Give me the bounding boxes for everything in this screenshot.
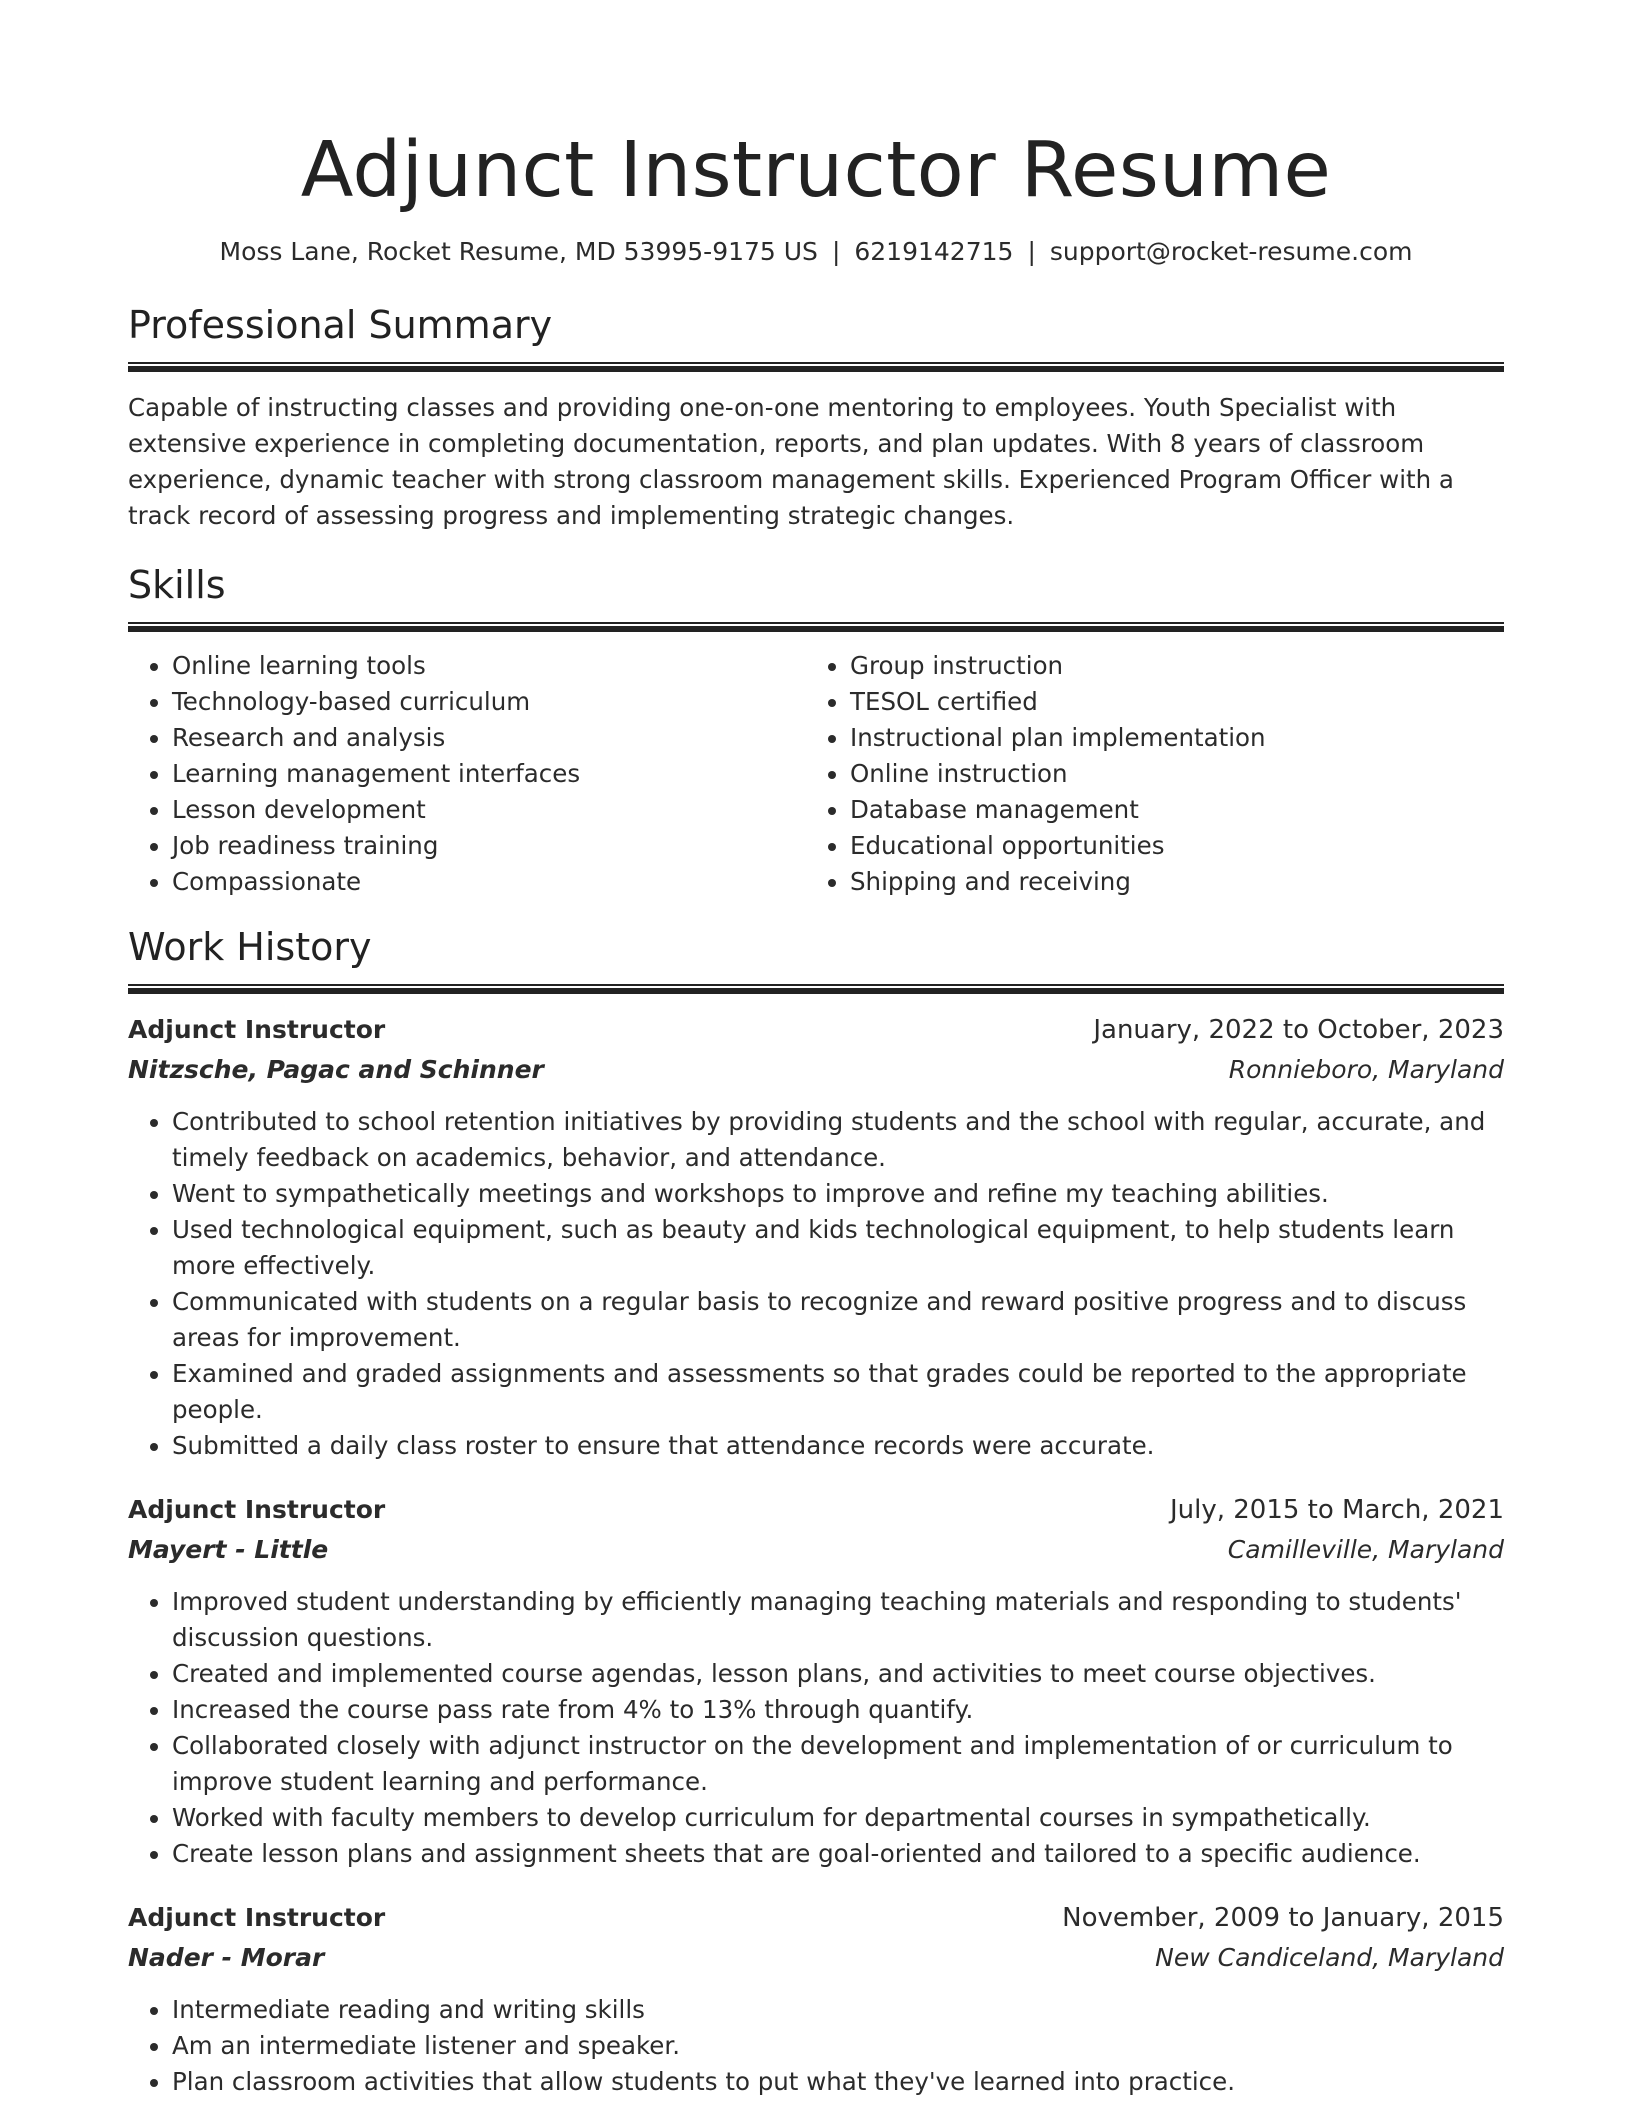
job-entry <box>128 1898 1504 2100</box>
skill-item: • Shipping and receiving <box>850 864 1504 900</box>
job-dates: November, 2009 to January, 2015 <box>1062 1903 1504 1933</box>
job-duty: • Intermediate reading and writing skills <box>172 1992 1504 2028</box>
job-duties-list <box>128 1584 1504 1872</box>
job-duties-list <box>128 1104 1504 1464</box>
job-duty: • Increased the course pass rate from 4% to 13% through quantify. <box>172 1692 1504 1728</box>
skill-item: • Research and analysis <box>172 720 806 756</box>
job-title: Adjunct Instructor <box>128 1015 386 1044</box>
job-entry <box>128 1490 1504 1872</box>
job-dates: July, 2015 to March, 2021 <box>1169 1495 1504 1525</box>
work-history-section <box>128 922 1504 2100</box>
contact-phone: 6219142715 <box>854 237 1014 266</box>
job-employer-row <box>128 1050 1504 1090</box>
job-company: Mayert - Little <box>128 1535 329 1564</box>
summary-section <box>128 300 1504 534</box>
job-employer-row <box>128 1938 1504 1978</box>
skill-item: • TESOL certified <box>850 684 1504 720</box>
resume-title: Adjunct Instructor Resume <box>300 126 1332 215</box>
job-duty: • Plan classroom activities that allow students to put what they've learned into practice. <box>172 2064 1504 2100</box>
contact-email: support@rocket-resume.com <box>1049 237 1413 266</box>
contact-line <box>128 234 1504 270</box>
contact-address: Moss Lane, Rocket Resume, MD 53995-9175 US <box>219 237 818 266</box>
job-duty: • Worked with faculty members to develop curriculum for departmental courses in sympathetically. <box>172 1800 1504 1836</box>
job-location: New Candiceland, Maryland <box>1155 1943 1504 1972</box>
job-header-row <box>128 1898 1504 1938</box>
job-duty: • Went to sympathetically meetings and workshops to improve and refine my teaching abilities. <box>172 1176 1504 1212</box>
resume-page <box>128 0 1504 2100</box>
section-heading: Work History <box>128 925 372 969</box>
skills-list-right <box>806 648 1504 900</box>
skills-section <box>128 560 1504 900</box>
skill-item: • Technology-based curriculum <box>172 684 806 720</box>
job-duty: • Used technological equipment, such as beauty and kids technological equipment, to help students learn more effectively. <box>172 1212 1504 1284</box>
job-duty: • Communicated with students on a regular basis to recognize and reward positive progress and to discuss areas for improvement. <box>172 1284 1504 1356</box>
job-duty: • Created and implemented course agendas, lesson plans, and activities to meet course objectives. <box>172 1656 1504 1692</box>
job-duty: • Contributed to school retention initiatives by providing students and the school with regular, accurate, and timely feedback on academics, behavior, and attendance. <box>172 1104 1504 1176</box>
job-duty: • Collaborated closely with adjunct instructor on the development and implementation of or curriculum to improve student learning and performance. <box>172 1728 1504 1800</box>
skill-item: • Group instruction <box>850 648 1504 684</box>
section-heading: Professional Summary <box>128 303 553 347</box>
section-heading: Skills <box>128 563 226 607</box>
section-divider <box>128 984 1504 994</box>
skill-item: • Online learning tools <box>172 648 806 684</box>
skill-item: • Educational opportunities <box>850 828 1504 864</box>
skill-item: • Online instruction <box>850 756 1504 792</box>
job-header-row <box>128 1010 1504 1050</box>
section-divider <box>128 622 1504 632</box>
contact-separator: | <box>831 237 841 266</box>
job-duty: • Submitted a daily class roster to ensure that attendance records were accurate. <box>172 1428 1504 1464</box>
skill-item: • Job readiness training <box>172 828 806 864</box>
skill-item: • Learning management interfaces <box>172 756 806 792</box>
skill-item: • Compassionate <box>172 864 806 900</box>
contact-separator: | <box>1027 237 1036 266</box>
job-title: Adjunct Instructor <box>128 1495 386 1524</box>
job-location: Ronnieboro, Maryland <box>1228 1055 1504 1084</box>
job-duty: • Improved student understanding by efficiently managing teaching materials and responding to students' discussion questions. <box>172 1584 1504 1656</box>
job-company: Nader - Morar <box>128 1943 325 1972</box>
job-dates: January, 2022 to October, 2023 <box>1093 1015 1504 1045</box>
job-location: Camilleville, Maryland <box>1227 1535 1504 1564</box>
job-company: Nitzsche, Pagac and Schinner <box>128 1055 544 1084</box>
job-entry <box>128 1010 1504 1464</box>
section-divider <box>128 362 1504 372</box>
job-employer-row <box>128 1530 1504 1570</box>
skill-item: • Instructional plan implementation <box>850 720 1504 756</box>
skill-item: • Database management <box>850 792 1504 828</box>
skill-item: • Lesson development <box>172 792 806 828</box>
job-title: Adjunct Instructor <box>128 1903 386 1932</box>
skills-list-left <box>128 648 806 900</box>
job-duties-list <box>128 1992 1504 2100</box>
job-duty: • Create lesson plans and assignment sheets that are goal-oriented and tailored to a specific audience. <box>172 1836 1504 1872</box>
skills-columns <box>128 648 1504 900</box>
job-duty: • Examined and graded assignments and assessments so that grades could be reported to the appropriate people. <box>172 1356 1504 1428</box>
summary-text: Capable of instructing classes and providing one-on-one mentoring to employees. Youth Specialist with extensive experience in completing documentation, reports, and plan updates. With 8 years of classroom experience, dynamic teacher with strong classroom management skills. Experienced Program Officer with a track record of assessing progress and implementing strategic changes. <box>128 393 1454 530</box>
job-duty: • Am an intermediate listener and speaker. <box>172 2028 1504 2064</box>
job-header-row <box>128 1490 1504 1530</box>
